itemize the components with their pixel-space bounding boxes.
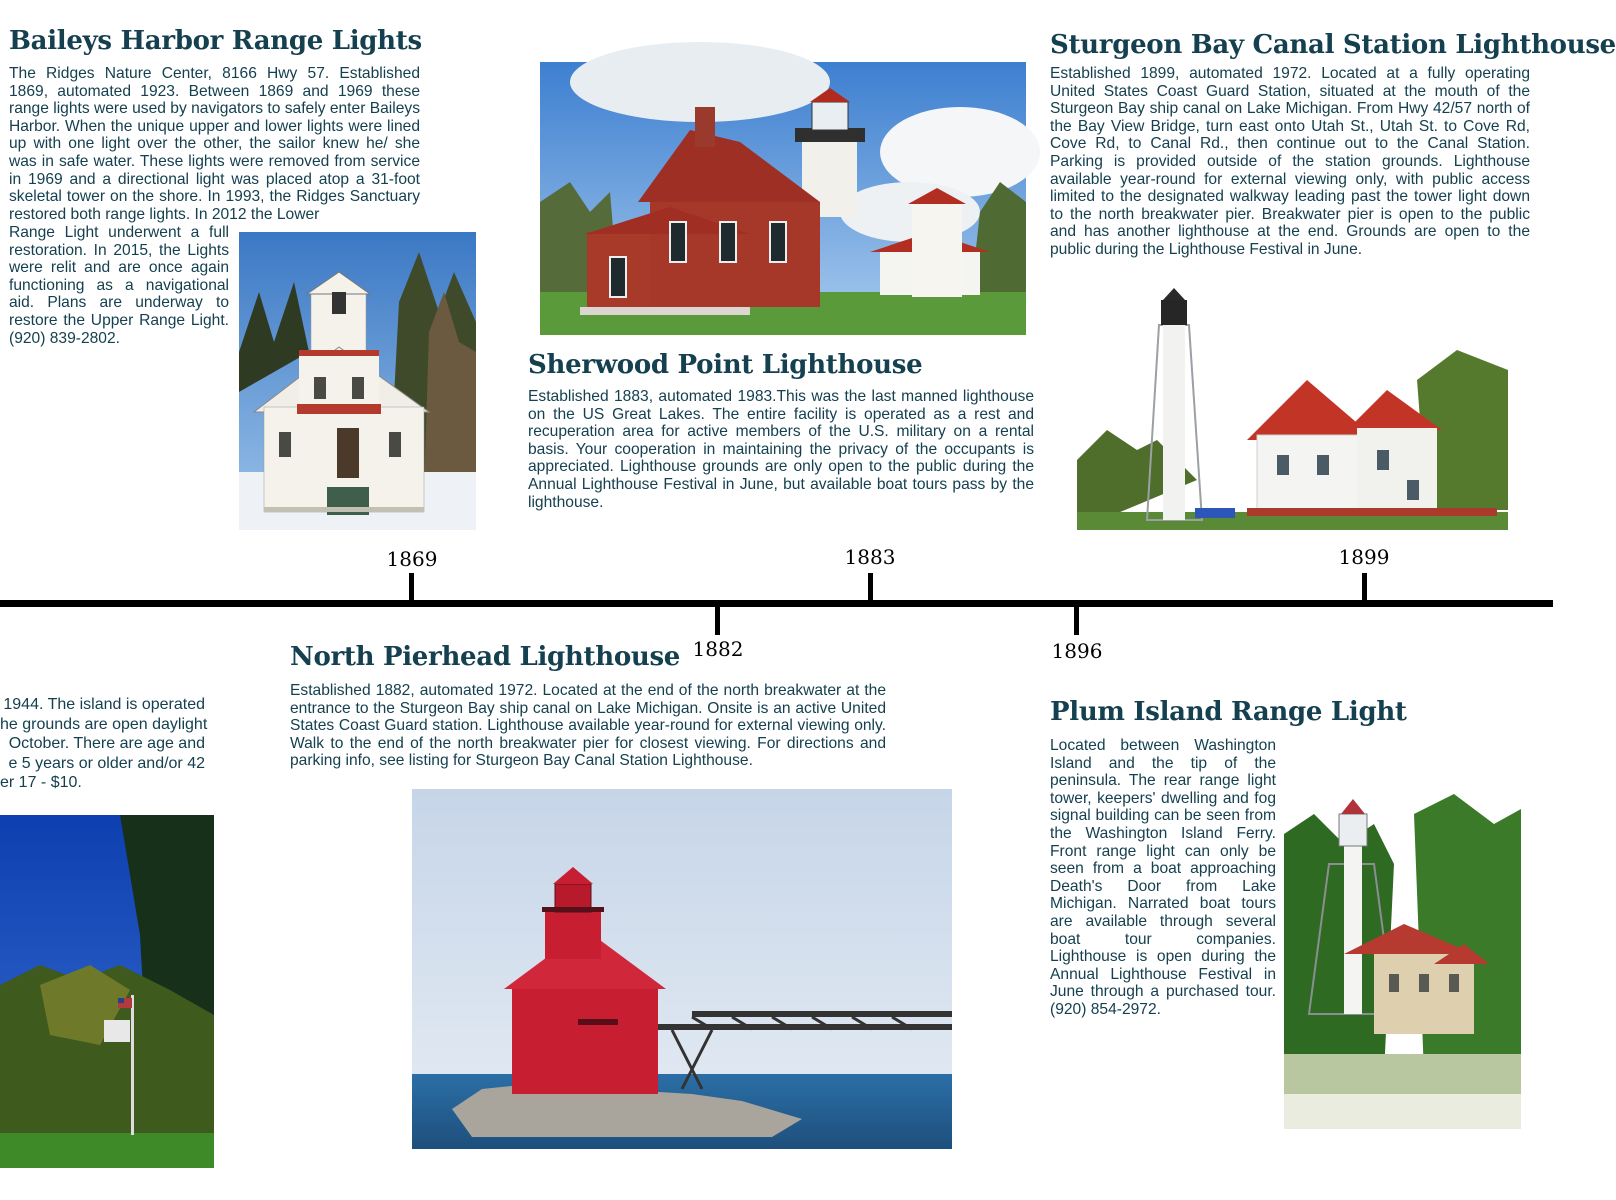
- partial-line: e 5 years or older and/or 42: [8, 754, 205, 772]
- island-flagpole-photo: [0, 815, 214, 1168]
- sherwood-description: Established 1883, automated 1983.This was the last manned lighthouse on the US Great Lakes. The entire facility is operated as a rest and recuperation area for active members of the U.S. military on a rental basis. Your cooperation in maintaining the privacy of the occupants is appreciated. Lighthouse grounds are only open to the public during the Annual Lighthouse Festival in June, but available boat tours pass by the lighthouse.: [528, 388, 1034, 511]
- timeline-axis: [0, 600, 1553, 607]
- sturgeon-description: Established 1899, automated 1972. Located at a fully operating United States Coast Guard Station, situated at the mouth of the Sturgeon Bay ship canal on Lake Michigan. From Hwy 42/57 north of the Bay View Bridge, turn east onto Utah St., Utah St. to Cove Rd, Cove Rd, to Canal Rd., then continue out to the Canal Station. Parking is provided outside of the station grounds. Lighthouse available year-round for external viewing only, with public access limited to the designated walkway leading past the tower light down to the north breakwater pier. Breakwater pier is open to the public and has another lighthouse at the end. Grounds are open to the public during the Lighthouse Festival in June.: [1050, 65, 1530, 258]
- partial-line: October. There are age and: [8, 735, 205, 753]
- tick-1883: [868, 573, 873, 601]
- baileys-title: Baileys Harbor Range Lights: [9, 26, 422, 56]
- tick-1882: [715, 607, 720, 635]
- north-pierhead-photo: [412, 789, 952, 1149]
- year-label-1882: 1882: [692, 637, 744, 661]
- tick-1869: [409, 573, 414, 601]
- year-label-1899: 1899: [1338, 545, 1390, 569]
- baileys-range-light-photo: [239, 232, 476, 530]
- sturgeon-bay-canal-station-photo: [1077, 280, 1508, 530]
- sherwood-point-photo: [540, 62, 1026, 335]
- tick-1896: [1074, 607, 1079, 635]
- year-label-1883: 1883: [844, 545, 896, 569]
- sherwood-title: Sherwood Point Lighthouse: [528, 350, 923, 380]
- partial-line: 1944. The island is operated: [3, 696, 205, 713]
- north-pierhead-description: Established 1882, automated 1972. Located at the end of the north breakwater at the entrance to the Sturgeon Bay ship canal on Lake Michigan. Onsite is an active United States Coast Guard station. Lighthouse available year-round for external viewing only. Walk to the end of the north breakwater pier for closest viewing. For directions and parking info, see listing for Sturgeon Bay Canal Station Lighthouse.: [290, 682, 886, 770]
- baileys-description: The Ridges Nature Center, 8166 Hwy 57. Established 1869, automated 1923. Between 1869 and 1969 these range lights were used by navigators to safely enter Baileys Harbor. When the unique upper and lower lights were lined up with one light over the other, the sailor knew he/ she was in safe water. These lights were removed from service in 1969 and a directional light was placed atop a 31-foot skeletal tower on the shore. In 1993, the Ridges Sanctuary restored both range lights. In 2012 the Lower: [9, 65, 420, 223]
- baileys-description-continued: Range Light underwent a full restoration. In 2015, the Lights were relit and are once again functioning as a navigational aid. Plans are underway to restore the Upper Range Light. (920) 839-2802.: [9, 224, 229, 347]
- plum-island-photo: [1284, 754, 1521, 1129]
- partial-line: he grounds are open daylight: [0, 715, 208, 733]
- partial-left-text: [0, 695, 208, 793]
- plum-island-description: Located between Washington Island and the tip of the peninsula. The rear range light tower, keepers' dwelling and fog signal building can be seen from the Washington Island Ferry. Front range light can only be seen from a boat approaching Death's Door from Lake Michigan. Narrated boat tours are available through several boat tour companies. Lighthouse is open during the Annual Lighthouse Festival in June through a purchased tour. (920) 854-2972.: [1050, 737, 1276, 1018]
- year-label-1896: 1896: [1051, 639, 1103, 663]
- year-label-1869: 1869: [386, 547, 438, 571]
- sturgeon-title: Sturgeon Bay Canal Station Lighthouse: [1050, 30, 1616, 60]
- tick-1899: [1362, 573, 1367, 601]
- north-pierhead-title: North Pierhead Lighthouse: [290, 642, 681, 672]
- plum-island-title: Plum Island Range Light: [1050, 697, 1407, 727]
- partial-line: er 17 - $10.: [0, 774, 82, 792]
